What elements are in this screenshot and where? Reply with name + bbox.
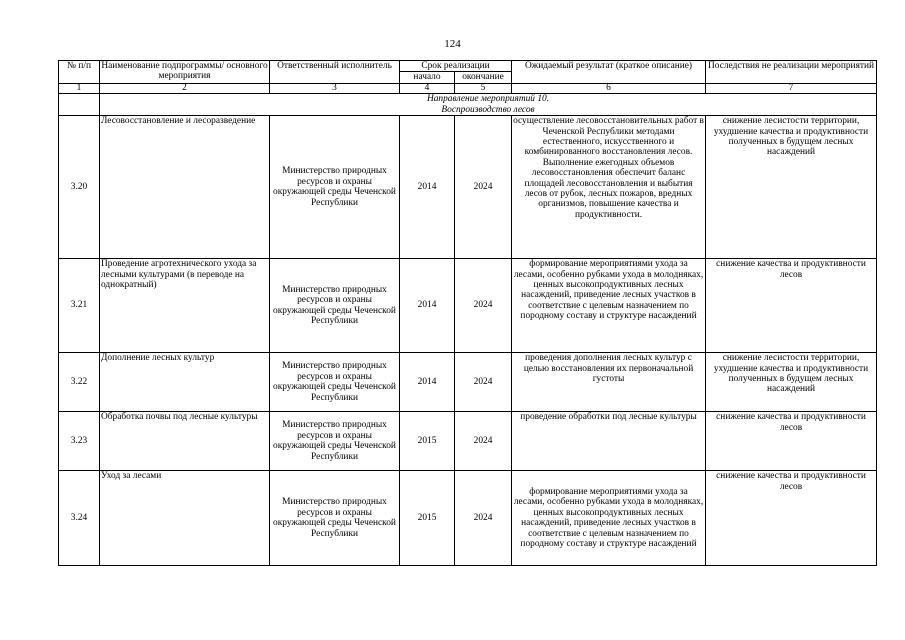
table-row [59, 471, 877, 566]
row-num: 3.20 [59, 116, 100, 259]
row-consequences: снижение качества и продуктивности лесов [706, 471, 877, 566]
row-executor: Министерство природных ресурсов и охраны окружающей среды Чеченской Республики [270, 259, 400, 353]
row-consequences: снижение лесистости территории, ухудшение качества и продуктивности полученных в будущем лесных насаждений [706, 116, 877, 259]
table-row [59, 259, 877, 353]
header-executor: Ответственный исполнитель [270, 61, 400, 84]
row-result: проведения дополнения лесных культур с целью восстановления их первоначальной густоты [512, 353, 706, 412]
row-executor: Министерство природных ресурсов и охраны окружающей среды Чеченской Республики [270, 471, 400, 566]
row-end: 2024 [455, 412, 512, 471]
row-consequences: снижение качества и продуктивности лесов [706, 412, 877, 471]
row-name: Дополнение лесных культур [100, 353, 270, 412]
row-consequences: снижение качества и продуктивности лесов [706, 259, 877, 353]
column-numbers-row [59, 83, 877, 94]
row-num: 3.21 [59, 259, 100, 353]
column-number: 3 [270, 83, 400, 94]
row-result: осуществление лесовосстановительных работ в Чеченской Республики методами естественного, искусственного и комбинированного восстановления лесов. Выполнение ежегодных объемов лесовосстановления обеспечит баланс площадей лесовосстановления и выбытия лесов от рубок, лесных пожаров, вредных организмов, повышение качества и продуктивности. [512, 116, 706, 259]
header-start: начало [400, 72, 455, 83]
row-num: 3.22 [59, 353, 100, 412]
column-number: 2 [100, 83, 270, 94]
header-end: окончание [455, 72, 512, 83]
direction-row [59, 94, 877, 116]
row-start: 2015 [400, 471, 455, 566]
direction-subtitle: Воспроизводство лесов [441, 104, 535, 115]
row-num: 3.23 [59, 412, 100, 471]
column-number: 5 [455, 83, 512, 94]
page-number: 124 [444, 38, 461, 50]
row-end: 2024 [455, 471, 512, 566]
row-executor: Министерство природных ресурсов и охраны окружающей среды Чеченской Республики [270, 116, 400, 259]
row-result: формирование мероприятиями ухода за лесами, особенно рубками ухода в молодняках, ценных высокопродуктивных лесных насаждений, приведение лесных участков в соответствие с целевым назначением по породному составу и структуре насаждений [512, 259, 706, 353]
row-name: Лесовосстановление и лесоразведение [100, 116, 270, 259]
table-row [59, 116, 877, 259]
row-name: Уход за лесами [100, 471, 270, 566]
measures-table [58, 60, 877, 566]
column-number: 4 [400, 83, 455, 94]
header-num: № п/п [59, 61, 100, 84]
header-term: Срок реализации [400, 61, 512, 72]
row-consequences: снижение лесистости территории, ухудшение качества и продуктивности полученных в будущем лесных насаждений [706, 353, 877, 412]
row-end: 2024 [455, 353, 512, 412]
row-executor: Министерство природных ресурсов и охраны окружающей среды Чеченской Республики [270, 412, 400, 471]
row-executor: Министерство природных ресурсов и охраны окружающей среды Чеченской Республики [270, 353, 400, 412]
header-consequences: Последствия не реализации мероприятий [706, 61, 877, 84]
column-number: 6 [512, 83, 706, 94]
header-result: Ожидаемый результат (краткое описание) [512, 61, 706, 84]
row-start: 2014 [400, 353, 455, 412]
column-number: 7 [706, 83, 877, 94]
row-start: 2014 [400, 259, 455, 353]
row-name: Обработка почвы под лесные культуры [100, 412, 270, 471]
row-num: 3.24 [59, 471, 100, 566]
row-start: 2015 [400, 412, 455, 471]
row-end: 2024 [455, 259, 512, 353]
row-start: 2014 [400, 116, 455, 259]
direction-title: Направление мероприятий 10. [426, 94, 550, 105]
row-name: Проведение агротехнического ухода за лесными культурами (в переводе на однократный) [100, 259, 270, 353]
direction-heading [100, 94, 877, 116]
column-number: 1 [59, 83, 100, 94]
row-end: 2024 [455, 116, 512, 259]
header-row [59, 61, 877, 72]
header-name: Наименование подпрограммы/ основного мероприятия [101, 61, 268, 82]
row-result: формирование мероприятиями ухода за лесами, особенно рубками ухода в молодняках, ценных высокопродуктивных лесных насаждений, приведение лесных участков в соответствие с целевым назначением по породному составу и структуре насаждений [512, 471, 706, 566]
table-row [59, 412, 877, 471]
table-row [59, 353, 877, 412]
row-result: проведение обработки под лесные культуры [512, 412, 706, 471]
